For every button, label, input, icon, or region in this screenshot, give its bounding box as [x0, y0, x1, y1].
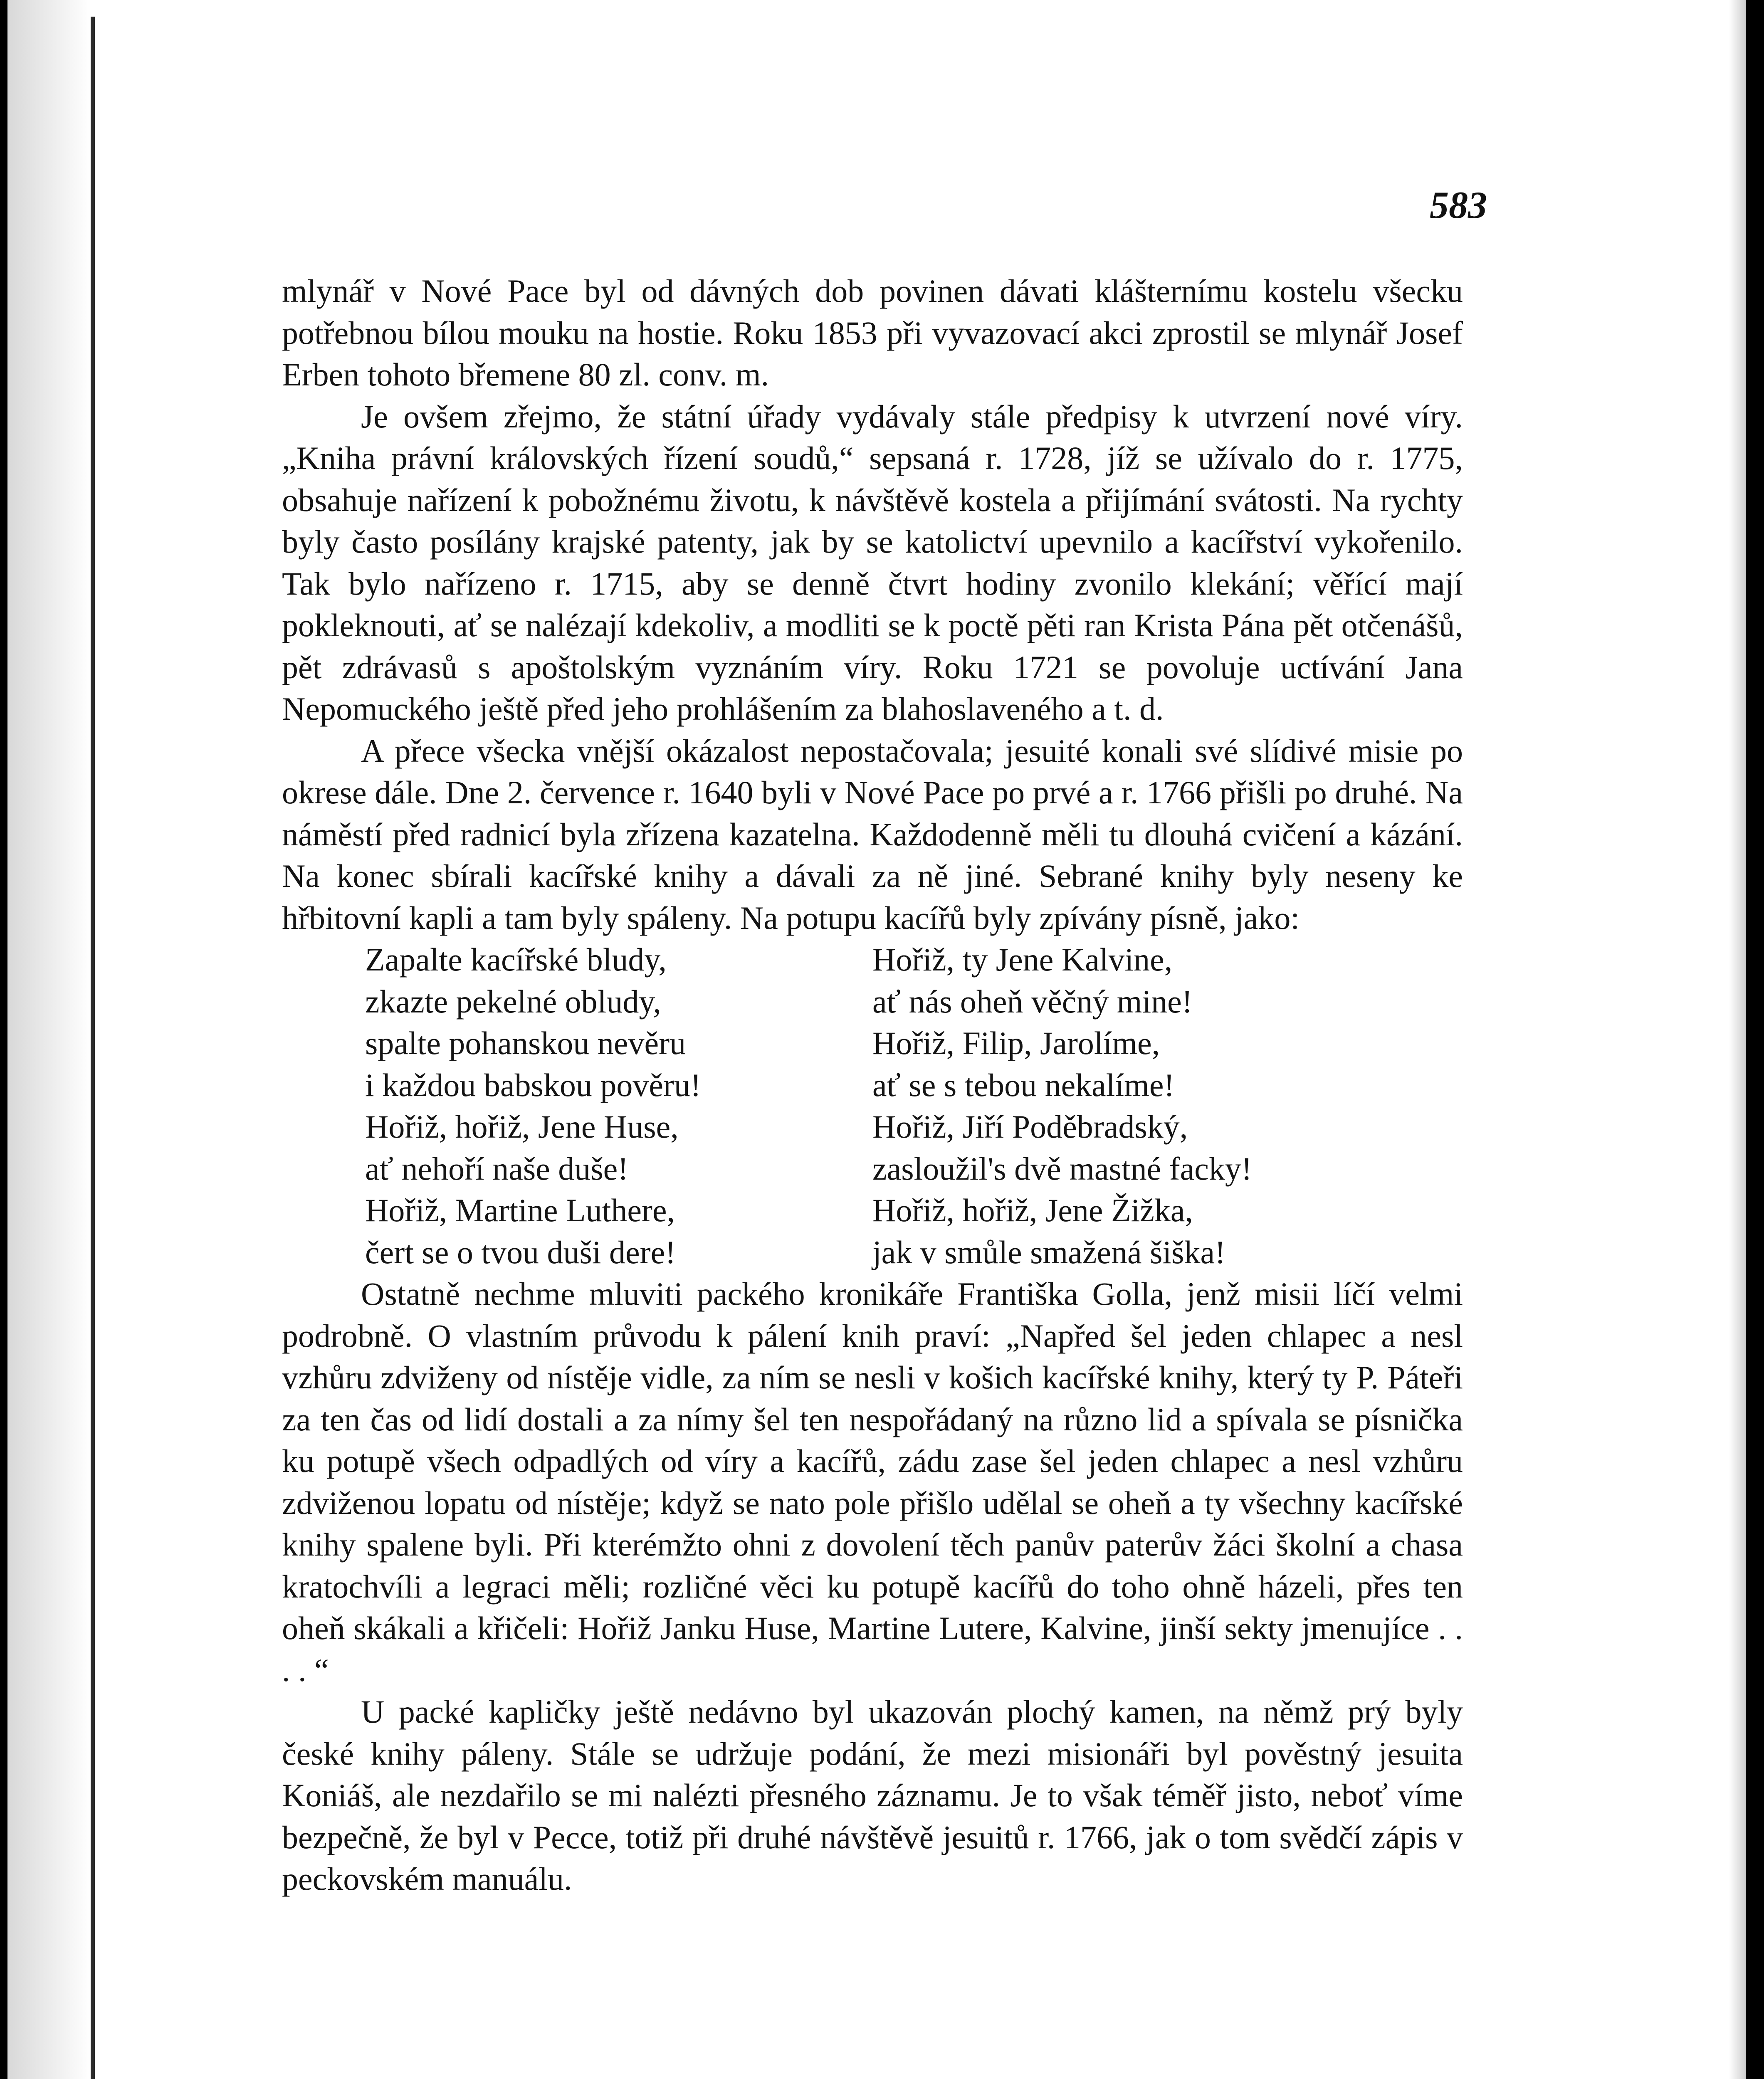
page-edge-shadow	[1729, 0, 1746, 2079]
book-page	[7, 0, 1746, 2079]
poem-line: čert se o tvou duši dere!	[365, 1234, 676, 1270]
poem-line: Hořiž, hořiž, Jene Žižka,	[872, 1192, 1193, 1228]
poem-line: Hořiž, ty Jene Kalvine,	[872, 941, 1173, 978]
poem-line: Hořiž, Filip, Jarolíme,	[872, 1025, 1160, 1061]
page-number: 583	[1430, 184, 1487, 226]
poem-line: zkazte pekelné obludy,	[365, 983, 661, 1020]
poem-line: ať nás oheň věčný mine!	[872, 983, 1193, 1020]
poem-line: ať se s tebou nekalíme!	[872, 1067, 1175, 1103]
body-text	[282, 270, 1463, 1900]
binding-edge	[91, 17, 95, 2079]
poem-column-left	[365, 939, 872, 1273]
poem-line: Zapalte kacířské bludy,	[365, 941, 667, 978]
paragraph: Ostatně nechme mluviti packého kronikáře Františka Golla, jenž misii líčí velmi podrobně. O vlastním průvodu k pálení knih praví: „Napřed šel jeden chlapec a nesl vzhůru zdviženy od nístěje vidle, za ním se nesli v košich kacířské knihy, který ty P. Páteři za ten čas od lidí dostali a za nímy šel ten nespořádaný na různo lid a spívala se písnička ku potupě všech odpadlých od víry a kacířů, zádu zase šel jeden chlapec a nesl vzhůru zdviženou lopatu od nístěje; když se nato pole přišlo udělal se oheň a ty všechny kacířské knihy spalene byli. Při kterémžto ohni z dovolení těch panův paterův žáci školní a chasa kratochvíli a legraci měli; rozličné věci ku potupě kacířů do toho ohně házeli, přes ten oheň skákali a křičeli: Hořiž Janku Huse, Martine Lutere, Kalvine, jinší sekty jmenujíce . . . . “	[282, 1276, 1463, 1688]
poem-line: Hořiž, hořiž, Jene Huse,	[365, 1109, 679, 1145]
binding-shadow	[7, 0, 91, 2079]
paragraph: mlynář v Nové Pace byl od dávných dob povinen dávati klášternímu kostelu všecku potřebnou bílou mouku na hostie. Roku 1853 při vyvazovací akci zprostil se mlynář Josef Erben tohoto břemene 80 zl. conv. m.	[282, 273, 1463, 393]
poem-line: ať nehoří naše duše!	[365, 1150, 629, 1187]
poem-line: spalte pohanskou nevěru	[365, 1025, 686, 1061]
poem-line: zasloužil's dvě mastné facky!	[872, 1150, 1252, 1187]
poem-line: Hořiž, Martine Luthere,	[365, 1192, 675, 1228]
paragraph: Je ovšem zřejmo, že státní úřady vydávaly stále předpisy k utvrzení nové víry. „Kniha právní královských řízení soudů,“ sepsaná r. 1728, jíž se užívalo do r. 1775, obsahuje nařízení k pobožnému životu, k návštěvě kostela a přijímání svátosti. Na rychty byly často posílány krajské patenty, jak by se katolictví upevnilo a kacířství vykořenilo. Tak bylo nařízeno r. 1715, aby se denně čtvrt hodiny zvonilo klekání; věřící mají pokleknouti, ať se nalézají kdekoliv, a modliti se k poctě pěti ran Krista Pána pět otčenášů, pět zdrávasů s apoštolským vyznáním víry. Roku 1721 se povoluje uctívání Jana Nepomuckého ještě před jeho prohlášením za blahoslaveného a t. d.	[282, 398, 1463, 727]
poem-line: Hořiž, Jiří Poděbradský,	[872, 1109, 1188, 1145]
poem	[282, 939, 1463, 1273]
paragraph: U packé kapličky ještě nedávno byl ukazován plochý kamen, na němž prý byly české knihy páleny. Stále se udržuje podání, že mezi misionáři byl pověstný jesuita Koniáš, ale nezdařilo se mi nalézti přesného záznamu. Je to však téměř jisto, neboť víme bezpečně, že byl v Pecce, totiž při druhé návštěvě jesuitů r. 1766, jak o tom svědčí zápis v peckovském manuálu.	[282, 1694, 1463, 1897]
paragraph: A přece všecka vnější okázalost nepostačovala; jesuité konali své slídivé misie po okrese dále. Dne 2. července r. 1640 byli v Nové Pace po prvé a r. 1766 přišli po druhé. Na náměstí před radnicí byla zřízena kazatelna. Každodenně měli tu dlouhá cvičení a kázání. Na konec sbírali kacířské knihy a dávali za ně jiné. Sebrané knihy byly neseny ke hřbitovní kapli a tam byly spáleny. Na potupu kacířů byly zpívány písně, jako:	[282, 732, 1463, 936]
poem-line: i každou babskou pověru!	[365, 1067, 701, 1103]
poem-column-right	[872, 939, 1380, 1273]
poem-line: jak v smůle smažená šiška!	[872, 1234, 1226, 1270]
